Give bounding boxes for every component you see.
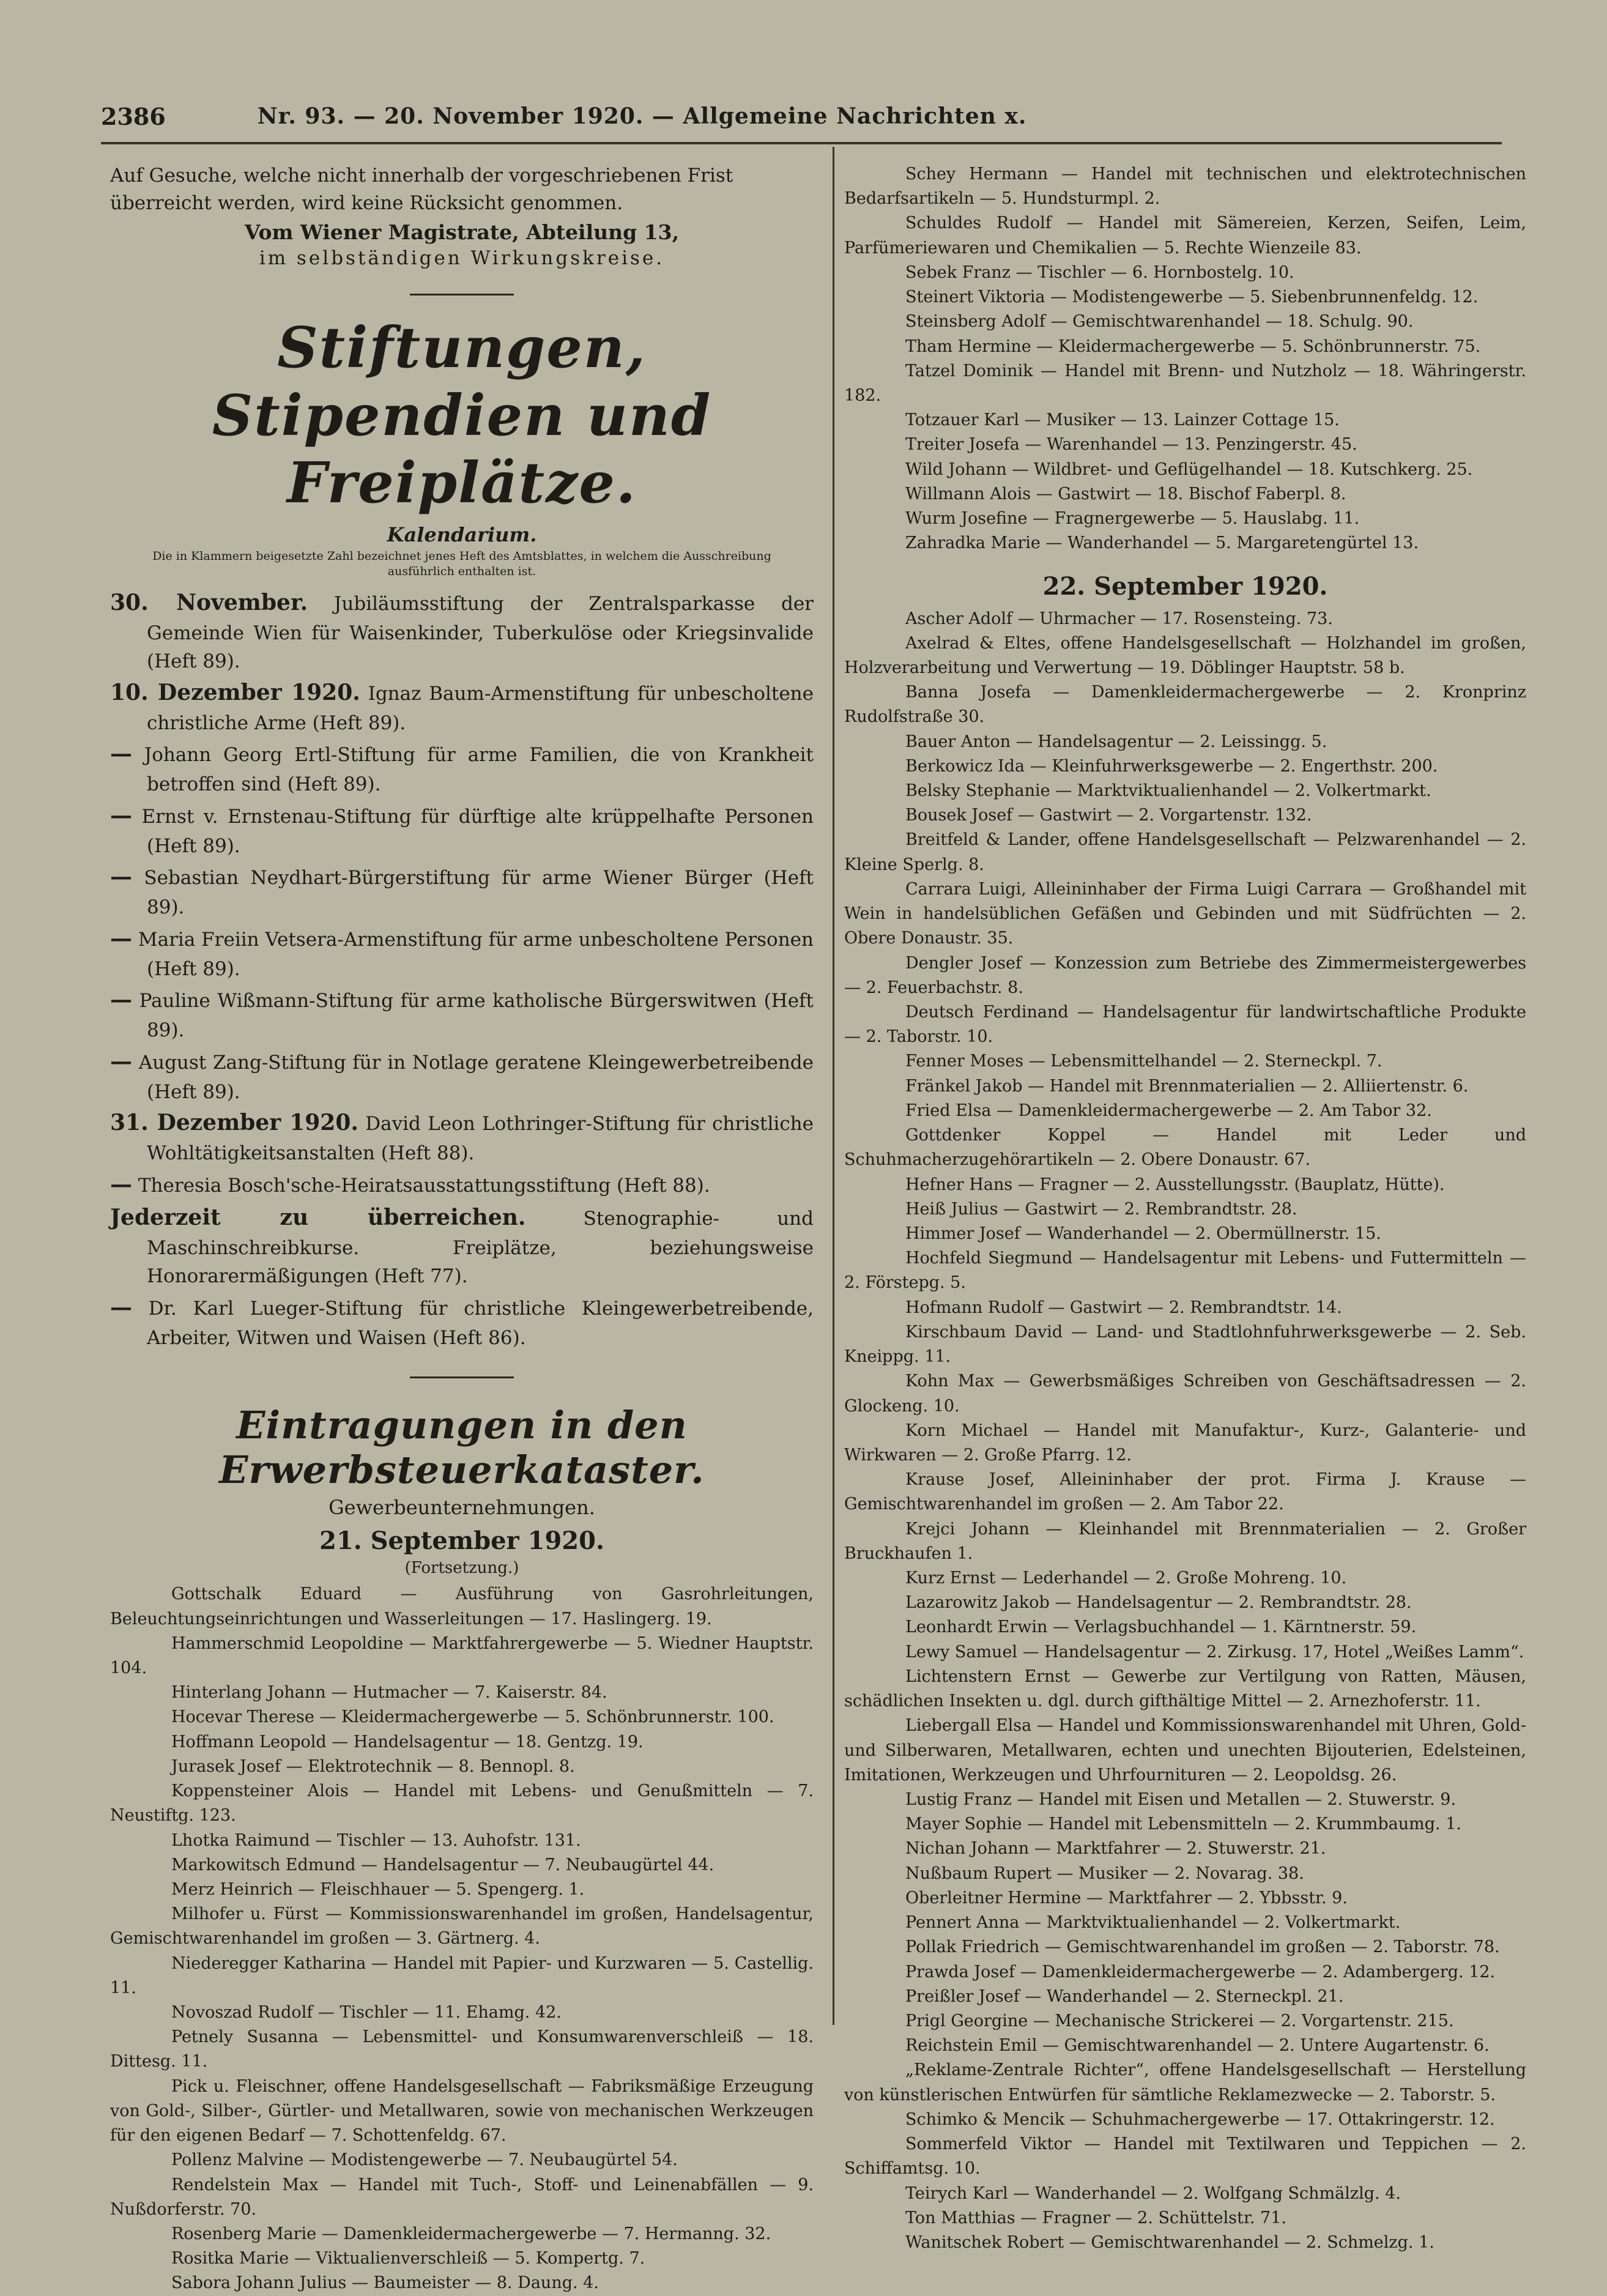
register-entry: Schimko & Mencik — Schuhmachergewerbe — 17. Ottakringerstr. 12.: [905, 2109, 1495, 2129]
kalendarium-text: August Zang-Stiftung für in Notlage geratene Kleingewerbetreibende (Heft 89).: [138, 1051, 814, 1103]
register-entry: Tatzel Dominik — Handel mit Brenn- und Nutzholz — 18. Währingerstr. 182.: [844, 361, 1526, 405]
register-entry: Wurm Josefine — Fragnergewerbe — 5. Hauslabg. 11.: [905, 509, 1360, 529]
register-entry: Markowitsch Edmund — Handelsagentur — 7. Neubaugürtel 44.: [171, 1855, 714, 1874]
register-entry: Korn Michael — Handel mit Manufaktur-, Kurz-, Galanterie- und Wirkwaren — 2. Große Pfarrg. 12.: [844, 1421, 1526, 1465]
kalendarium-text: Ignaz Baum-Armenstiftung für unbescholtene christliche Arme (Heft 89).: [147, 682, 814, 734]
kalendarium-date: —: [110, 987, 132, 1013]
register-list-right-b: [844, 607, 1526, 2256]
kalendarium-text: Maria Freiin Vetsera-Armenstiftung für arme unbescholtene Personen (Heft 89).: [138, 928, 814, 980]
register-entry: Schey Hermann — Handel mit technischen und elektrotechnischen Bedarfsartikeln — 5. Hundsturmpl. 2.: [844, 165, 1526, 209]
register-entry: Gottdenker Koppel — Handel mit Leder und Schuhmacherzugehörartikeln — 2. Obere Donaustr. 67.: [844, 1126, 1526, 1170]
register-entry: Steinert Viktoria — Modistengewerbe — 5. Siebenbrunnenfeldg. 12.: [905, 288, 1479, 307]
register-entry: Rosenberg Marie — Damenkleidermachergewerbe — 7. Hermanng. 32.: [171, 2224, 771, 2244]
register-entry: Lustig Franz — Handel mit Eisen und Metallen — 2. Stuwerstr. 9.: [905, 1790, 1457, 1809]
kalendarium-text: Pauline Wißmann-Stiftung für arme katholische Bürgerswitwen (Heft 89).: [139, 990, 814, 1042]
register-entry: Sommerfeld Viktor — Handel mit Textilwaren und Teppichen — 2. Schiffamtsg. 10.: [844, 2134, 1526, 2179]
register-entry: Totzauer Karl — Musiker — 13. Lainzer Cottage 15.: [905, 411, 1340, 430]
register-entry: Dengler Josef — Konzession zum Betriebe des Zimmermeistergewerbes — 2. Feuerbachstr. 8.: [844, 953, 1526, 997]
register-entry: Sabora Johann Julius — Baumeister — 8. Daung. 4.: [171, 2273, 599, 2293]
stiftungen-title-line1: Stiftungen, Stipendien und: [212, 314, 712, 448]
kalendarium-date: 31. Dezember 1920.: [110, 1110, 358, 1136]
register-entry: Gottschalk Eduard — Ausführung von Gasrohrleitungen, Beleuchtungseinrichtungen und Wasserleitungen — 17. Haslingerg. 19.: [110, 1585, 814, 1629]
date-heading-22-september: 22. September 1920.: [1042, 571, 1328, 601]
register-entry: Lazarowitz Jakob — Handelsagentur — 2. Rembrandtstr. 28.: [905, 1593, 1412, 1613]
register-entry: Hinterlang Johann — Hutmacher — 7. Kaiserstr. 84.: [171, 1683, 607, 1703]
register-entry: Banna Josefa — Damenkleidermachergewerbe — 2. Kronprinz Rudolfstraße 30.: [844, 683, 1526, 727]
register-entry: Pollenz Malvine — Modistengewerbe — 7. Neubaugürtel 54.: [171, 2150, 678, 2170]
page-header: [101, 98, 1502, 135]
register-entry: Breitfeld & Lander, offene Handelsgesellschaft — Pelzwarenhandel — 2. Kleine Sperlg. 8.: [844, 830, 1526, 874]
register-entry: Niederegger Katharina — Handel mit Papier- und Kurzwaren — 5. Castellig. 11.: [110, 1953, 814, 1997]
kalendarium-date: —: [110, 802, 132, 828]
register-entry: Bauer Anton — Handelsagentur — 2. Leissingg. 5.: [905, 732, 1327, 751]
register-entry: Pick u. Fleischner, offene Handelsgesellschaft — Fabriksmäßige Erzeugung von Gold-, Silber-, Gürtler- und Metallwaren, sowie von mechanischen Werkzeugen für den eigenen Bedarf — 7. Schottenfeldg. 67.: [110, 2076, 814, 2146]
running-title: Nr. 93. — 20. November 1920. — Allgemeine Nachrichten x.: [257, 103, 1027, 129]
kalendarium-entry: [110, 1106, 814, 1168]
kalendarium-date: —: [110, 741, 132, 767]
register-entry: Merz Heinrich — Fleischhauer — 5. Spengerg. 1.: [171, 1879, 585, 1899]
register-entry: Sebek Franz — Tischler — 6. Hornbostelg. 10.: [905, 262, 1294, 282]
eintragungen-title: Eintragungen in den Erwerbsteuerkataster.: [219, 1403, 705, 1493]
register-entry: Prigl Georgine — Mechanische Strickerei — 2. Vorgartenstr. 215.: [905, 2011, 1454, 2030]
kalendarium-text: Johann Georg Ertl-Stiftung für arme Familien, die von Krankheit betroffen sind (Heft 89).: [144, 744, 814, 796]
register-entry: Krause Josef, Alleininhaber der prot. Firma J. Krause — Gemischtwarenhandel im großen — 2. Am Tabor 22.: [844, 1470, 1526, 1514]
kalendarium-heading: Kalendarium.: [387, 522, 537, 546]
register-entry: Reichstein Emil — Gemischtwarenhandel — 2. Untere Augartenstr. 6.: [905, 2036, 1490, 2056]
register-entry: Hofmann Rudolf — Gastwirt — 2. Rembrandtstr. 14.: [905, 1298, 1342, 1317]
kalendarium-entry: [110, 799, 814, 861]
stiftungen-title-line2: Freiplätze.: [287, 450, 637, 516]
register-entry: Fränkel Jakob — Handel mit Brennmaterialien — 2. Alliiertenstr. 6.: [905, 1076, 1469, 1096]
notice-authority: Vom Wiener Magistrate, Abteilung 13,: [244, 220, 680, 244]
register-entry: Krejci Johann — Kleinhandel mit Brennmaterialien — 2. Großer Bruckhaufen 1.: [844, 1519, 1526, 1563]
kalendarium-entry: [110, 922, 814, 984]
kalendarium-text: Stenographie- und Maschinschreibkurse. Freiplätze, beziehungsweise Honorarermäßigungen (Heft 77).: [147, 1207, 814, 1288]
register-entry: Nichan Johann — Marktfahrer — 2. Stuwerstr. 21.: [905, 1839, 1326, 1859]
register-entry: Lhotka Raimund — Tischler — 13. Auhofstr. 131.: [171, 1830, 581, 1850]
register-entry: Pollak Friedrich — Gemischtwarenhandel im großen — 2. Taborstr. 78.: [905, 1937, 1500, 1957]
register-entry: Hefner Hans — Fragner — 2. Ausstellungsstr. (Bauplatz, Hütte).: [905, 1175, 1445, 1194]
kalendarium-date: 30. November.: [110, 589, 308, 615]
register-entry: Milhofer u. Fürst — Kommissionswarenhandel im großen, Handelsagentur, Gemischtwarenhandel im großen — 3. Gärtnerg. 4.: [110, 1904, 814, 1949]
kalendarium-date: —: [110, 864, 132, 890]
section-divider: [410, 294, 514, 295]
register-entry: Rendelstein Max — Handel mit Tuch-, Stoff- und Leinenabfällen — 9. Nußdorferstr. 70.: [110, 2175, 814, 2219]
register-entry: Koppensteiner Alois — Handel mit Lebens- und Genußmitteln — 7. Neustiftg. 123.: [110, 1781, 814, 1826]
register-entry: Ascher Adolf — Uhrmacher — 17. Rosensteing. 73.: [905, 609, 1333, 628]
left-column: [110, 162, 814, 2296]
kalendarium-entry: [110, 1045, 814, 1107]
register-entry: Jurasek Josef — Elektrotechnik — 8. Bennopl. 8.: [171, 1756, 575, 1776]
register-entry: Bousek Josef — Gastwirt — 2. Vorgartenstr. 132.: [905, 806, 1312, 825]
register-entry: Hoffmann Leopold — Handelsagentur — 18. Gentzg. 19.: [171, 1732, 644, 1752]
notice-sub: im selbständigen Wirkungskreise.: [259, 247, 665, 270]
register-entry: Kirschbaum David — Land- und Stadtlohnfuhrwerksgewerbe — 2. Seb. Kneippg. 11.: [844, 1322, 1526, 1367]
register-entry: Axelrad & Eltes, offene Handelsgesellschaft — Holzhandel im großen, Holzverarbeitung und Verwertung — 19. Döblinger Hauptstr. 58 b.: [844, 633, 1526, 677]
continuation-note: (Fortsetzung.): [404, 1559, 519, 1578]
right-column: [844, 162, 1526, 2255]
register-entry: Prawda Josef — Damenkleidermachergewerbe — 2. Adambergerg. 12.: [905, 1962, 1496, 1982]
kalendarium-entry: [110, 860, 814, 922]
register-entry: Fenner Moses — Lebensmittelhandel — 2. Sterneckpl. 7.: [905, 1052, 1382, 1071]
kalendarium-date: 10. Dezember 1920.: [110, 679, 360, 705]
kalendarium-note: Die in Klammern beigesetzte Zahl bezeichnet jenes Heft des Amtsblattes, in welchem die Ausschreibung ausführlich enthalten ist.: [152, 549, 771, 579]
register-list-right-a: [844, 162, 1526, 556]
kalendarium-text: Dr. Karl Lueger-Stiftung für christliche Kleingewerbetreibende, Arbeiter, Witwen und Waisen (Heft 86).: [147, 1297, 814, 1349]
register-entry: Petnely Susanna — Lebensmittel- und Konsumwarenverschleiß — 18. Dittesg. 11.: [110, 2027, 814, 2071]
register-entry: Heiß Julius — Gastwirt — 2. Rembrandtstr. 28.: [905, 1199, 1297, 1219]
kalendarium-text: Jubiläumsstiftung der Zentralsparkasse der Gemeinde Wien für Waisenkinder, Tuberkulöse oder Kriegsinvalide (Heft 89).: [147, 592, 814, 673]
register-entry: Willmann Alois — Gastwirt — 18. Bischof Faberpl. 8.: [905, 484, 1346, 503]
eintragungen-subtitle: Gewerbeunternehmungen.: [328, 1496, 595, 1520]
register-entry: Deutsch Ferdinand — Handelsagentur für landwirtschaftliche Produkte — 2. Taborstr. 10.: [844, 1003, 1526, 1047]
notice-text: Auf Gesuche, welche nicht innerhalb der vorgeschriebenen Frist überreicht werden, wird keine Rücksicht genommen.: [110, 165, 733, 214]
kalendarium-date: —: [110, 925, 132, 951]
register-entry: Pennert Anna — Marktviktualienhandel — 2. Volkertmarkt.: [905, 1913, 1401, 1933]
kalendarium-date: Jederzeit zu überreichen.: [110, 1204, 526, 1230]
kalendarium-text: Sebastian Neydhart-Bürgerstiftung für arme Wiener Bürger (Heft 89).: [144, 867, 814, 919]
register-entry: „Reklame-Zentrale Richter“, offene Handelsgesellschaft — Herstellung von künstlerischen Entwürfen für sämtliche Reklamezwecke — 2. Taborstr. 5.: [844, 2060, 1526, 2105]
register-entry: Mayer Sophie — Handel mit Lebensmitteln — 2. Krummbaumg. 1.: [905, 1815, 1461, 1834]
register-entry: Novoszad Rudolf — Tischler — 11. Ehamg. 42.: [171, 2003, 562, 2023]
kalendarium-entry: [110, 586, 814, 676]
register-entry: Kurz Ernst — Lederhandel — 2. Große Mohreng. 10.: [905, 1569, 1347, 1588]
kalendarium-text: David Leon Lothringer-Stiftung für christliche Wohltätigkeitsanstalten (Heft 88).: [147, 1113, 814, 1165]
register-entry: Carrara Luigi, Alleininhaber der Firma Luigi Carrara — Großhandel mit Wein in handelsüblichen Gefäßen und Gebinden und mit Südfrüchten — 2. Obere Donaustr. 35.: [844, 879, 1526, 948]
kalendarium-text: Theresia Bosch'sche-Heiratsausstattungsstiftung (Heft 88).: [138, 1174, 710, 1197]
register-entry: Belsky Stephanie — Marktviktualienhandel — 2. Volkertmarkt.: [905, 781, 1431, 801]
kalendarium-entry: [110, 983, 814, 1045]
register-entry: Himmer Josef — Wanderhandel — 2. Obermüllnerstr. 15.: [905, 1224, 1381, 1243]
kalendarium-entry: [110, 737, 814, 799]
kalendarium-list: [110, 586, 814, 1353]
kalendarium-entry: [110, 1201, 814, 1291]
register-entry: Leonhardt Erwin — Verlagsbuchhandel — 1. Kärntnerstr. 59.: [905, 1618, 1417, 1637]
register-entry: Kohn Max — Gewerbsmäßiges Schreiben von Geschäftsadressen — 2. Glockeng. 10.: [844, 1372, 1526, 1416]
page-number: 2386: [101, 102, 166, 130]
register-entry: Hochfeld Siegmund — Handelsagentur mit Lebens- und Futtermitteln — 2. Förstерg. 5.: [844, 1249, 1526, 1293]
register-entry: Lichtenstern Ernst — Gewerbe zur Vertilgung von Ratten, Mäusen, schädlichen Insekten u. dgl. durch gifthältige Mittel — 2. Arnezhoferstr. 11.: [844, 1666, 1526, 1711]
register-entry: Berkowicz Ida — Kleinfuhrwerksgewerbe — 2. Engerthstr. 200.: [905, 756, 1438, 776]
register-entry: Lewy Samuel — Handelsagentur — 2. Zirkusg. 17, Hotel „Weißes Lamm“.: [905, 1642, 1524, 1662]
kalendarium-entry: [110, 1291, 814, 1353]
register-entry: Teirych Karl — Wanderhandel — 2. Wolfgang Schmälzlg. 4.: [905, 2183, 1401, 2203]
register-entry: Wild Johann — Wildbret- und Geflügelhandel — 18. Kutschkerg. 25.: [905, 459, 1473, 479]
register-entry: Fried Elsa — Damenkleidermachergewerbe — 2. Am Tabor 32.: [905, 1101, 1432, 1120]
stiftungen-title: [110, 314, 814, 516]
register-entry: Hammerschmid Leopoldine — Marktfahrergewerbe — 5. Wiedner Hauptstr. 104.: [110, 1633, 814, 1677]
kalendarium-text: Ernst v. Ernstenau-Stiftung für dürftige alte krüppelhafte Personen (Heft 89).: [141, 805, 814, 857]
register-entry: Hocevar Therese — Kleidermachergewerbe — 5. Schönbrunnerstr. 100.: [171, 1707, 774, 1727]
register-entry: Ton Matthias — Fragner — 2. Schüttelstr. 71.: [905, 2208, 1286, 2227]
column-divider: [833, 147, 834, 2025]
register-entry: Preißler Josef — Wanderhandel — 2. Sterneckpl. 21.: [905, 1986, 1344, 2006]
header-rule: [101, 142, 1502, 144]
register-entry: Treiter Josefa — Warenhandel — 13. Penzingerstr. 45.: [905, 435, 1357, 455]
section-divider: [410, 1376, 514, 1378]
kalendarium-date: —: [110, 1294, 132, 1320]
register-entry: Steinsberg Adolf — Gemischtwarenhandel — 18. Schulg. 90.: [905, 312, 1414, 332]
register-list-left: [110, 1582, 814, 2295]
register-entry: Wanitschek Robert — Gemischtwarenhandel — 2. Schmelzg. 1.: [905, 2232, 1434, 2252]
register-entry: Liebergall Elsa — Handel und Kommissionswarenhandel mit Uhren, Gold- und Silberwaren, Metallwaren, echten und unechten Bijouterien, Edelsteinen, Imitationen, Werkzeugen und Uhrfournituren — 2. Leopoldsg. 26.: [844, 1716, 1526, 1785]
eintragungen-date: 21. September 1920.: [319, 1526, 604, 1556]
kalendarium-date: —: [110, 1171, 132, 1197]
register-entry: Zahradka Marie — Wanderhandel — 5. Margaretengürtel 13.: [905, 533, 1419, 553]
register-entry: Oberleitner Hermine — Marktfahrer — 2. Ybbsstr. 9.: [905, 1888, 1348, 1908]
register-entry: Schuldes Rudolf — Handel mit Sämereien, Kerzen, Seifen, Leim, Parfümeriewaren und Chemikalien — 5. Rechte Wienzeile 83.: [844, 214, 1526, 258]
register-entry: Rositka Marie — Viktualienverschleiß — 5. Kompertg. 7.: [171, 2249, 645, 2268]
register-entry: Tham Hermine — Kleidermachergewerbe — 5. Schönbrunnerstr. 75.: [905, 336, 1481, 356]
kalendarium-date: —: [110, 1048, 132, 1074]
kalendarium-entry: [110, 1168, 814, 1201]
register-entry: Nußbaum Rupert — Musiker — 2. Novarag. 38.: [905, 1863, 1304, 1883]
kalendarium-entry: [110, 676, 814, 738]
